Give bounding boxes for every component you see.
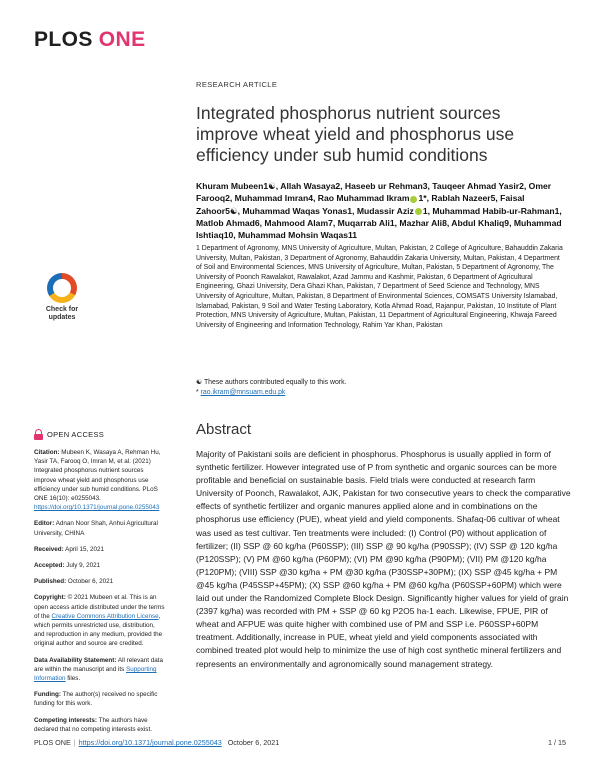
- received-date: [34, 545, 166, 554]
- published-value: October 6, 2021: [66, 578, 114, 586]
- abstract-heading: Abstract: [196, 421, 252, 438]
- check-updates-line-1: Check for: [45, 306, 79, 313]
- article-type: RESEARCH ARTICLE: [196, 80, 278, 89]
- open-lock-icon: [34, 429, 43, 440]
- citation-text: Mubeen K, Wasaya A, Rehman Hu, Yasir TA, Farooq O, Imran M, et al. (2021) Integrated phosphorus nutrient sources improve wheat yield and phosphorus use efficiency under sub humid conditions. PLoS ONE 16(10): e0255043.: [34, 449, 161, 503]
- logo-plos: PLOS: [34, 28, 93, 51]
- funding: [34, 690, 166, 708]
- footer-doi-link[interactable]: https://doi.org/10.1371/journal.pone.0255043: [78, 738, 222, 747]
- footer-date: October 6, 2021: [227, 738, 280, 747]
- footer-left: [34, 738, 279, 747]
- check-updates-label: [38, 306, 86, 322]
- check-updates-line-2: updates: [48, 314, 76, 321]
- supporting-information-link[interactable]: Supporting Information: [34, 665, 157, 683]
- orcid-icon[interactable]: [410, 196, 417, 203]
- copyright-label: Copyright:: [34, 594, 66, 602]
- editor-text: Adnan Noor Shah, Anhui Agricultural University, CHINA: [34, 520, 158, 537]
- authors-part-2: 1*, Rablah Nazeer5, Faisal Zahoor5☯, Muhammad Waqas Yonas1, Mudassir Aziz: [196, 193, 525, 216]
- corresponding-author: [196, 388, 566, 398]
- authors-part-3: 1, Muhammad Habib-ur-Rahman1, Matlob Ahmad6, Mahmood Alam7, Muqarrab Ali1, Mazhar Ali8, Abdul Khaliq9, Muhammad Ishtiaq10, Muhammad Mohsin Waqas11: [196, 205, 562, 241]
- check-for-updates-button[interactable]: [38, 273, 86, 333]
- article-sidebar: [34, 429, 166, 741]
- orcid-icon[interactable]: [415, 208, 422, 215]
- open-access-label: OPEN ACCESS: [47, 429, 105, 439]
- page-number: 1 / 15: [548, 738, 566, 747]
- competing-interests: [34, 716, 166, 734]
- copyright-text: © 2021 Mubeen et al. This is an open access article distributed under the terms of the: [34, 594, 165, 620]
- footer-separator: |: [73, 738, 76, 747]
- author-notes: [196, 378, 566, 398]
- author-list: [196, 180, 566, 241]
- journal-logo: [34, 28, 146, 52]
- citation-doi-link[interactable]: https://doi.org/10.1371/journal.pone.0255043: [34, 504, 160, 512]
- license-link[interactable]: Creative Commons Attribution License: [51, 612, 159, 620]
- abstract-text: Majority of Pakistani soils are deficient in phosphorus. Phosphorus is usually applied in form of synthetic fertilizer. However integrated use of P from synthetic and organic sources can be more profitable and beneficial on sustainable basis. Field trials were conducted at research farm University of Poonch, Rawalakot, AJK, Pakistan for two consecutive years to check the comparative effects of synthetic fertilizer and organic manures applied alone and in combinations on the phosphorus use efficiency (PUE), wheat yield and yield components. Shafaq-06 cultivar of wheat was used as test cultivar. Ten treatments were included: (I) Control (P0) without application of fertilizer; (II) SSP @ 60 kg/ha (P60SSP); (III) SSP @ 90 kg/ha (P90SSP); (IV) SSP @ 120 kg/ha (P120SSP); (V) PM @60 kg/ha (P60PM); (VI) PM @90 kg/ha (P90PM); (VII) PM @120 kg/ha (P120PM); (VIII) SSP @30 kg/ha + PM @30 kg/ha (P30SSP+30PM); (IX) SSP @45 kg/ha + PM @45 kg/ha (P45SSP+45PM); (X) SSP @60 kg/ha + PM @60 kg/ha (P60SSP+60PM) which were laid out under the Randomized Complete Block Design. Significantly higher values for yield of grain (2397 kg/ha) was recorded with PM + SSP @ 60 kg P2O5 ha-1 each. Likewise, FPUE, PIR of wheat and AFPUE was quite higher with combined use of PM and SSP i.e. P60SSP+60PM treatment. Additionally, increase in PUE, wheat yield and yield components associated with combined treated plot would help to minimize the use of high cost synthetic mineral fertilizers and represents an environmentally and agronomically sound management strategy.: [196, 449, 571, 669]
- received-label: Received:: [34, 545, 64, 553]
- competing-interests-text: The authors have declared that no competing interests exist.: [34, 716, 152, 733]
- page-footer: [34, 738, 566, 747]
- citation: [34, 448, 166, 512]
- accepted-date: [34, 561, 166, 570]
- check-updates-icon: [47, 273, 77, 303]
- citation-label: Citation:: [34, 449, 60, 456]
- corresponding-marker: *: [196, 389, 201, 396]
- footer-journal: PLOS ONE: [34, 738, 71, 747]
- affiliations: 1 Department of Agronomy, MNS University of Agriculture, Multan, Pakistan, 2 College of Agriculture, Bahauddin Zakaria University, Multan, Pakistan, 3 Department of Agronomy, Bahauddin Zakaria University, Multan, Pakistan, 4 Department of Soil and Environmental Sciences, MNS University of Agriculture, Multan, Pakistan, 5 Department of Agronomy, The University of Poonch Rawalakot, Rawalakot, Azad Jammu and Kashmir, Pakistan, 6 Department of Agricultural Engineering, Ghazi University, Dera Ghazi Khan, Pakistan, 7 Department of Seed Science and Technology, MNS University of Agriculture, Multan, Pakistan, 8 Department of Environmental Sciences, COMSATS University Islamabad, Islamabad, Pakistan, 9 Soil and Water Testing Laboratory, Kotla Ahmad Road, Rajanpur, Pakistan, 10 Institute of Plant Protection, MNS University of Agriculture, Multan, Pakistan, 11 Department of Agricultural Engineering, Khwaja Fareed University of Engineering and Information Technology, Rahim Yar Khan, Pakistan: [196, 245, 563, 329]
- copyright: [34, 593, 166, 648]
- authors-part-1: Khuram Mubeen1☯, Allah Wasaya2, Haseeb ur Rehman3, Tauqeer Ahmad Yasir2, Omer Farooq2, Muhammad Imran4, Rao Muhammad Ikram: [196, 181, 552, 204]
- data-availability: [34, 656, 166, 684]
- funding-label: Funding:: [34, 691, 61, 699]
- open-access-badge: [34, 429, 166, 440]
- funding-text: The author(s) received no specific funding for this work.: [34, 691, 158, 708]
- published-date: [34, 577, 166, 586]
- competing-interests-label: Competing interests:: [34, 716, 97, 724]
- equal-contribution-note: ☯ These authors contributed equally to this work.: [196, 379, 347, 386]
- editor-label: Editor:: [34, 520, 55, 528]
- copyright-text-end: , which permits unrestricted use, distribution, and reproduction in any medium, provided the original author and source are credited.: [34, 612, 163, 648]
- data-availability-label: Data Availability Statement:: [34, 656, 117, 664]
- accepted-label: Accepted:: [34, 562, 65, 570]
- corresponding-email-link[interactable]: rao.ikram@mnsuam.edu.pk: [200, 389, 286, 396]
- data-availability-text-end: files.: [65, 675, 81, 683]
- accepted-value: July 9, 2021: [64, 562, 101, 570]
- logo-one: ONE: [98, 28, 146, 51]
- published-label: Published:: [34, 578, 67, 586]
- editor: [34, 519, 166, 537]
- article-title: Integrated phosphorus nutrient sources improve wheat yield and phosphorus use efficiency under sub humid conditions: [196, 103, 515, 165]
- received-value: April 15, 2021: [63, 545, 105, 553]
- data-availability-text: All relevant data are within the manuscript and its: [34, 656, 164, 673]
